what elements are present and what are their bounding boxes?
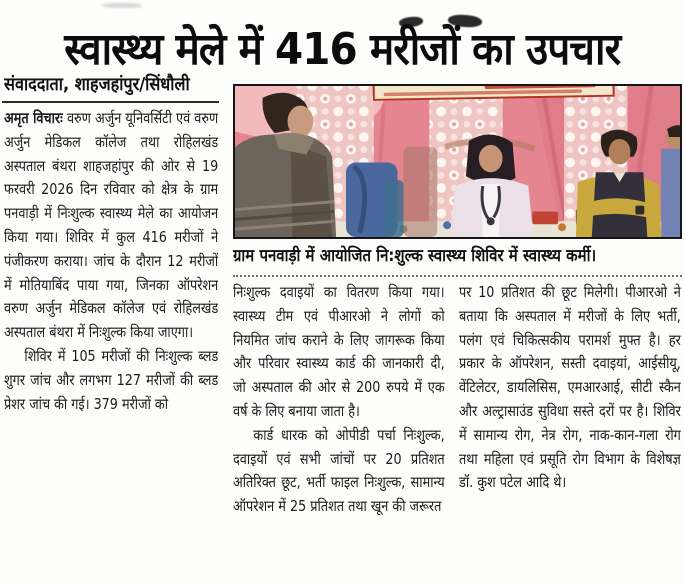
article-column-2 xyxy=(233,281,445,583)
paragraph: निःशुल्क दवाइयों का वितरण किया गया। स्वास्थ्य टीम एवं पीआरओ ने लोगों को नियमित जांच कराने के लिए जागरूक किया और परिवार स्वास्थ्य कार्ड की जानकारी दी, जो अस्पताल की ओर से 200 रुपये में एक वर्ष के लिए बनाया जाता है। xyxy=(233,283,445,420)
headline: स्वास्थ्य मेले में 416 मरीजों का उपचार xyxy=(64,24,621,75)
paragraph-text: वरुण अर्जुन यूनिवर्सिटी एवं वरुण अर्जुन मेडिकल कॉलेज तथा रोहिलखंड अस्पताल बंथरा शाहजहांपुर की ओर से 19 फरवरी 2026 दिन रविवार को क्षेत्र के ग्राम पनवाड़ी में निःशुल्क स्वास्थ्य मेले का आयोजन किया गया। शिविर में कुल 416 मरीजों ने पंजीकरण कराया। जांच के दौरान 12 मरीजों में मोतियाबिंद पाया गया, जिनका ऑपरेशन वरुण अर्जुन मेडिकल कॉलेज एवं रोहिलखंड अस्पताल बंथरा में निःशुल्क किया जाएगा। xyxy=(4,109,219,342)
paragraph xyxy=(4,107,218,345)
print-artifact xyxy=(102,3,142,8)
paragraph: शिविर में 105 मरीजों की निःशुल्क ब्लड शुगर जांच और लगभग 127 मरीजों की ब्लड प्रेशर जांच की गई। 379 मरीजों को xyxy=(4,346,219,413)
photo-illustration xyxy=(235,86,680,237)
article-column-1 xyxy=(4,107,218,586)
article-column-3 xyxy=(459,281,681,583)
photo-caption: ग्राम पनवाड़ी में आयोजित नि:शुल्क स्वास्थ्य शिविर में स्वास्थ्य कर्मी। xyxy=(233,246,597,266)
paragraph-lead: अमृत विचारः xyxy=(4,109,63,127)
byline-divider xyxy=(2,101,219,103)
paragraph: पर 10 प्रतिशत की छूट मिलेगी। पीआरओ ने बताया कि अस्पताल में मरीजों के लिए भर्ती, पलंग एवं चिकित्सकीय परामर्श मुफ्त है। हर प्रकार के ऑपरेशन, सस्ती दवाइयां, आईसीयू, वेंटिलेटर, डायलिसिस, एमआरआई, सीटी स्कैन और अल्ट्रासाउंड सुविधा सस्ते दरों पर है। शिविर में सामान्य रोग, नेत्र रोग, नाक-कान-गला रोग तथा महिला एवं प्रसूति रोग विभाग के विशेषज्ञ डॉ. कुश पटेल आदि थे। xyxy=(459,283,681,492)
paragraph: कार्ड धारक को ओपीडी पर्चा निःशुल्क, दवाइयों एवं सभी जांचों पर 20 प्रतिशत अतिरिक्त छूट, भर्ती फाइल निःशुल्क, सामान्य ऑपरेशन में 25 प्रतिशत तथा खून की जरूरत xyxy=(233,425,445,516)
news-photo xyxy=(233,84,682,239)
caption-divider xyxy=(233,275,682,277)
byline: संवाददाता, शाहजहांपुर/सिंधौली xyxy=(4,74,190,95)
